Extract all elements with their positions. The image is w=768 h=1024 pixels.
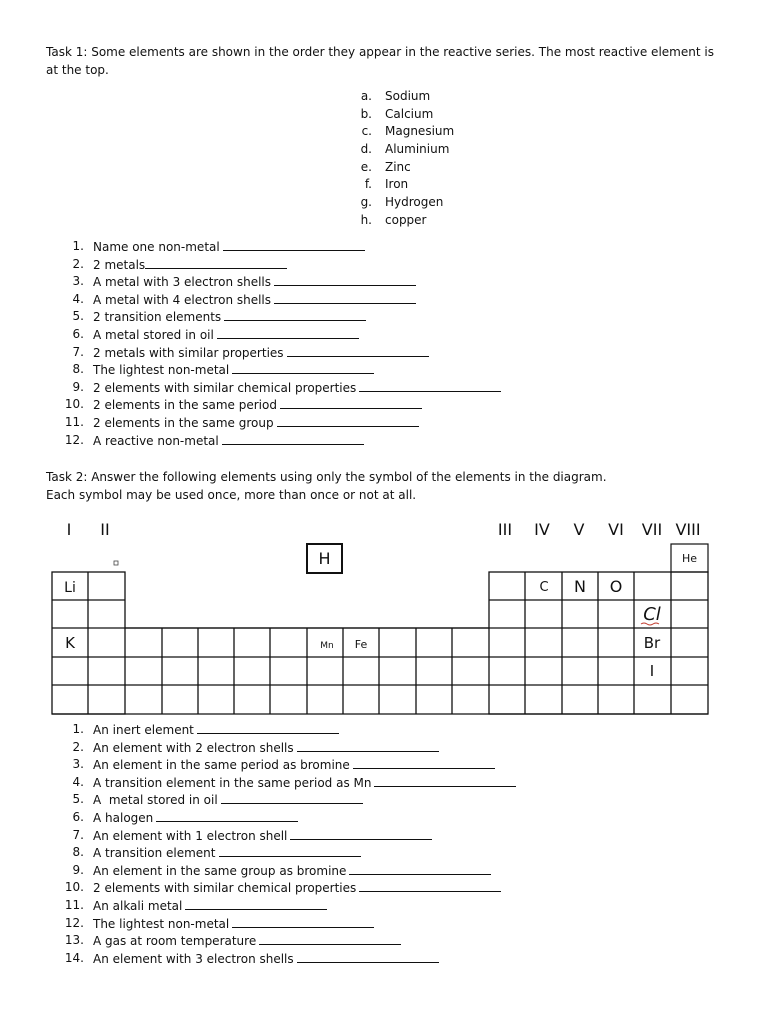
group-label-v: V bbox=[573, 520, 585, 539]
question-text: A transition element bbox=[93, 846, 216, 861]
group-label-iv: IV bbox=[534, 520, 550, 539]
element-symbol-i: I bbox=[649, 662, 655, 680]
group-label-iii: III bbox=[497, 520, 513, 539]
small-mark bbox=[114, 561, 118, 565]
answer-blank[interactable] bbox=[297, 739, 439, 752]
question-number: 5. bbox=[72, 792, 84, 807]
item-letter: b. bbox=[360, 106, 372, 121]
answer-blank[interactable] bbox=[374, 774, 516, 787]
element-name: Zinc bbox=[385, 159, 411, 174]
element-name: Calcium bbox=[385, 106, 434, 121]
reactive-series-list bbox=[0, 88, 768, 230]
item-letter: c. bbox=[361, 124, 372, 139]
answer-blank[interactable] bbox=[223, 238, 365, 251]
group-label-vii: VII bbox=[641, 520, 663, 539]
question-number: 8. bbox=[72, 845, 84, 860]
question-text: A metal with 3 electron shells bbox=[93, 275, 272, 290]
question-text: 2 elements in the same group bbox=[93, 415, 274, 430]
item-letter: f. bbox=[364, 177, 372, 192]
question-text: 2 elements in the same period bbox=[93, 398, 277, 413]
question-text: A gas at room temperature bbox=[93, 934, 257, 949]
answer-blank[interactable] bbox=[232, 915, 374, 928]
element-name: Aluminium bbox=[385, 142, 450, 157]
answer-blank[interactable] bbox=[222, 432, 364, 445]
answer-blank[interactable] bbox=[359, 879, 501, 892]
element-name: Magnesium bbox=[385, 124, 455, 139]
element-symbol-fe: Fe bbox=[354, 638, 368, 651]
question-number: 9. bbox=[72, 862, 84, 877]
question-number: 1. bbox=[72, 239, 84, 253]
group-label-i: I bbox=[66, 520, 72, 539]
item-letter: h. bbox=[360, 212, 372, 227]
reactive-series-item bbox=[0, 212, 768, 230]
question-number: 14. bbox=[64, 950, 84, 965]
question-number: 4. bbox=[72, 291, 84, 306]
task2-instructions-line1: Task 2: Answer the following elements using only the symbol of the elements in the diagram. bbox=[46, 470, 607, 484]
question-text: 2 transition elements bbox=[93, 310, 222, 325]
question-number: 8. bbox=[72, 362, 84, 377]
answer-blank[interactable] bbox=[349, 862, 491, 875]
question-number: 11. bbox=[64, 414, 84, 429]
task2-instructions-line2: Each symbol may be used once, more than once or not at all. bbox=[46, 488, 417, 502]
question-text: 2 metals bbox=[93, 257, 146, 272]
element-symbol-mn: Mn bbox=[320, 641, 334, 651]
question-number: 10. bbox=[64, 880, 84, 895]
question-text: Name one non-metal bbox=[93, 240, 220, 254]
question-number: 11. bbox=[64, 897, 84, 912]
answer-blank[interactable] bbox=[156, 809, 298, 822]
question-number: 9. bbox=[72, 379, 84, 394]
answer-blank[interactable] bbox=[219, 844, 361, 857]
element-symbol-c: C bbox=[539, 580, 549, 595]
item-letter: d. bbox=[360, 142, 372, 157]
reactive-series-item bbox=[0, 123, 768, 141]
question-number: 1. bbox=[72, 722, 84, 736]
question-number: 3. bbox=[72, 274, 84, 289]
item-letter: a. bbox=[360, 89, 372, 103]
task1-instructions: Task 1: Some elements are shown in the order they appear in the reactive series. The most reactive element is at the top. bbox=[46, 45, 714, 77]
element-symbol-h: H bbox=[318, 549, 331, 568]
answer-blank[interactable] bbox=[232, 361, 374, 374]
answer-blank[interactable] bbox=[224, 308, 366, 321]
reactive-series-item bbox=[0, 106, 768, 124]
question-text: An inert element bbox=[93, 723, 194, 737]
reactive-series-item bbox=[0, 88, 768, 106]
element-name: Hydrogen bbox=[385, 195, 444, 210]
question-number: 5. bbox=[72, 309, 84, 324]
answer-blank[interactable] bbox=[274, 273, 416, 286]
answer-blank[interactable] bbox=[280, 396, 422, 409]
question-text: A metal with 4 electron shells bbox=[93, 292, 272, 307]
answer-blank[interactable] bbox=[277, 414, 419, 427]
periodic-table-diagram bbox=[0, 510, 768, 720]
element-name: Sodium bbox=[385, 89, 431, 103]
question-text: A transition element in the same period as Mn bbox=[93, 775, 372, 790]
item-letter: e. bbox=[360, 159, 372, 174]
question-number: 4. bbox=[72, 774, 84, 789]
question-text: The lightest non-metal bbox=[93, 916, 230, 931]
question-number: 6. bbox=[72, 326, 84, 341]
answer-blank[interactable] bbox=[197, 721, 339, 734]
question-number: 7. bbox=[72, 827, 84, 842]
element-name: copper bbox=[385, 212, 427, 227]
question-text: An element in the same group as bromine bbox=[93, 863, 347, 878]
answer-blank[interactable] bbox=[145, 256, 287, 269]
question-text: An element with 1 electron shell bbox=[93, 828, 288, 843]
question-number: 12. bbox=[64, 915, 84, 930]
question-text: A metal stored in oil bbox=[93, 793, 218, 808]
answer-blank[interactable] bbox=[217, 326, 359, 339]
answer-blank[interactable] bbox=[274, 291, 416, 304]
answer-blank[interactable] bbox=[287, 344, 429, 357]
reactive-series-item bbox=[0, 176, 768, 194]
question-text: A reactive non-metal bbox=[93, 433, 219, 448]
group-label-ii: II bbox=[100, 520, 110, 539]
question-text: 2 elements with similar chemical properties bbox=[93, 380, 357, 395]
question-text: 2 metals with similar properties bbox=[93, 345, 284, 360]
task2-instructions bbox=[46, 468, 726, 504]
question-text: A metal stored in oil bbox=[93, 327, 214, 342]
question-number: 7. bbox=[72, 344, 84, 359]
item-letter: g. bbox=[360, 195, 372, 210]
question-number: 3. bbox=[72, 757, 84, 772]
element-symbol-k: K bbox=[65, 634, 75, 652]
question-number: 6. bbox=[72, 809, 84, 824]
question-text: 2 elements with similar chemical properties bbox=[93, 881, 357, 896]
question-text: An element with 3 electron shells bbox=[93, 951, 294, 966]
element-symbol-n: N bbox=[574, 577, 586, 596]
answer-blank[interactable] bbox=[221, 791, 363, 804]
question-number: 13. bbox=[64, 933, 84, 948]
answer-blank[interactable] bbox=[359, 379, 501, 392]
reactive-series-item bbox=[0, 159, 768, 177]
element-name: Iron bbox=[385, 177, 409, 192]
question-number: 10. bbox=[64, 397, 84, 412]
element-symbol-o: O bbox=[609, 577, 623, 596]
group-label-vi: VI bbox=[608, 520, 624, 539]
question-text: An alkali metal bbox=[93, 898, 183, 913]
element-symbol-cl: Cl bbox=[643, 604, 661, 625]
element-symbol-br: Br bbox=[643, 634, 661, 652]
question-text: A halogen bbox=[93, 810, 154, 825]
answer-blank[interactable] bbox=[353, 756, 495, 769]
reactive-series-item bbox=[0, 141, 768, 159]
answer-blank[interactable] bbox=[290, 827, 432, 840]
question-number: 12. bbox=[64, 432, 84, 447]
reactive-series-item bbox=[0, 194, 768, 212]
question-text: An element in the same period as bromine bbox=[93, 758, 350, 773]
element-symbol-he: He bbox=[681, 552, 698, 565]
question-number: 2. bbox=[72, 256, 84, 271]
question-text: An element with 2 electron shells bbox=[93, 740, 294, 755]
element-symbol-li: Li bbox=[64, 580, 76, 596]
answer-blank[interactable] bbox=[259, 932, 401, 945]
question-number: 2. bbox=[72, 739, 84, 754]
answer-blank[interactable] bbox=[297, 950, 439, 963]
answer-blank[interactable] bbox=[185, 897, 327, 910]
group-label-viii: VIII bbox=[675, 520, 701, 539]
question-text: The lightest non-metal bbox=[93, 363, 230, 378]
